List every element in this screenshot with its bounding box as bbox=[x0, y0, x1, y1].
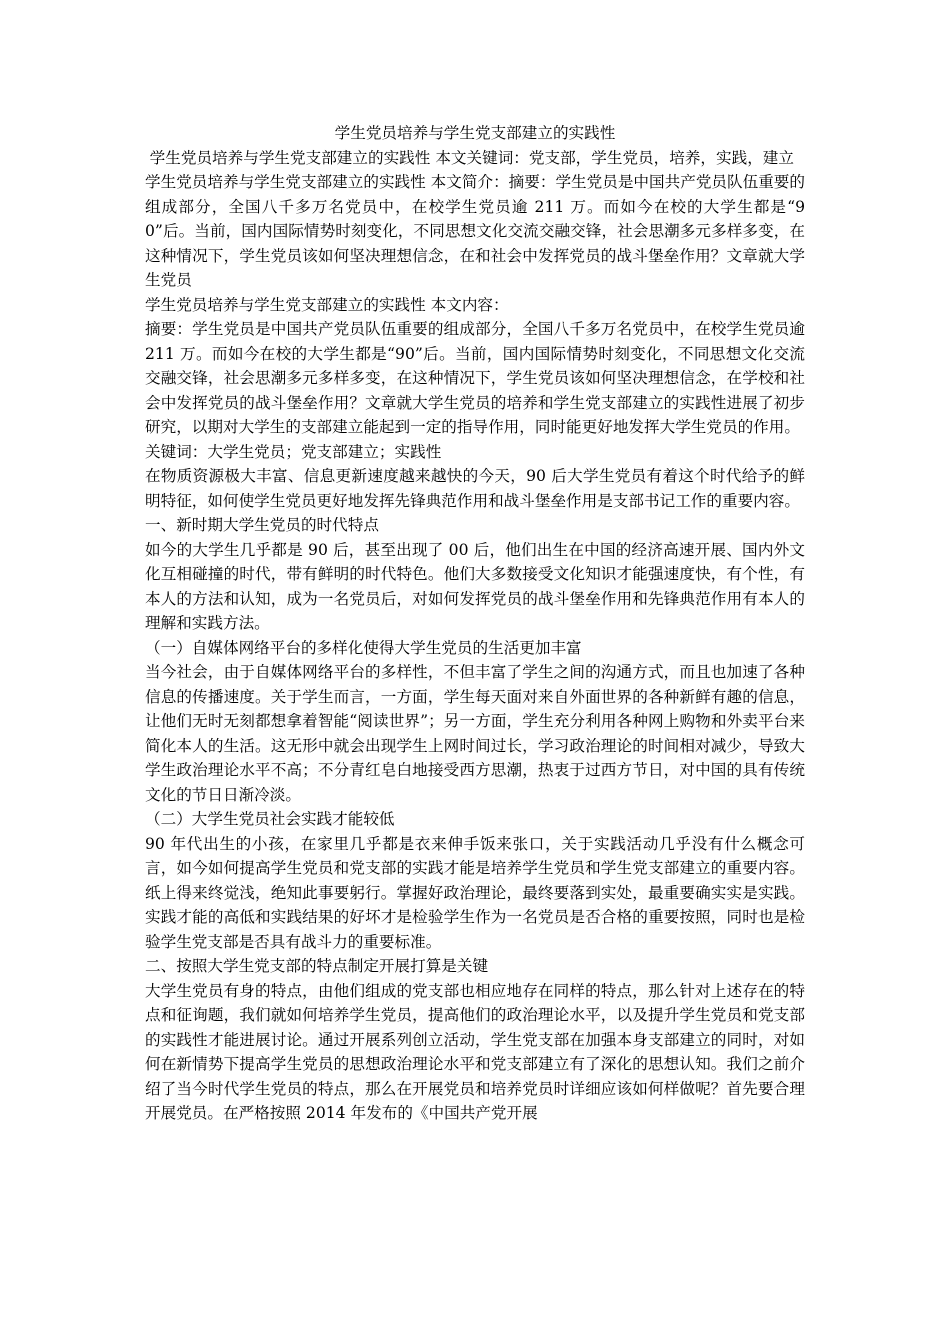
abstract-paragraph: 摘要：学生党员是中国共产党员队伍重要的组成部分，全国八千多万名党员中，在校学生党员逾 211 万。而如今在校的大学生都是“90”后。当前，国内国际情势时刻变化，不同思想文化交流交融交锋，社会思潮多元多样多变，在这种情况下，学生党员该如何坚决理想信念，在学校和社会中发挥党员的战斗堡垒作用？文章就大学生党员的培养和学生党支部建立的实践性进展了初步研究，以期对大学生的支部建立能起到一定的指导作用，同时能更好地发挥大学生党员的作用。 bbox=[145, 320, 805, 436]
section-heading-2: 二、按照大学生党支部的特点制定开展打算是关键 bbox=[145, 957, 489, 975]
section-1-paragraph: 如今的大学生几乎都是 90 后，甚至出现了 00 后，他们出生在中国的经济高速开展、国内外文化互相碰撞的时代，带有鲜明的时代特色。他们大多数接受文化知识才能强速度快，有个性，有本人的方法和认知，成为一名党员后，对如何发挥党员的战斗堡垒作用和先锋典范作用有本人的理解和实践方法。 bbox=[145, 540, 805, 632]
section-heading-1: 一、新时期大学生党员的时代特点 bbox=[145, 516, 379, 534]
subsection-heading-2: （二）大学生党员社会实践才能较低 bbox=[145, 810, 395, 828]
summary-paragraph: 学生党员培养与学生党支部建立的实践性 本文简介：摘要：学生党员是中国共产党员队伍重要的组成部分，全国八千多万名党员中，在校学生党员逾 211 万。而如今在校的大学生都是“90”后。当前，国内国际情势时刻变化，不同思想文化交流交融交锋，社会思潮多元多样多变，在这种情况下，学生党员该如何坚决理想信念，在和社会中发挥党员的战斗堡垒作用？文章就大学生党员 bbox=[145, 173, 805, 289]
subsection-heading-1: （一）自媒体网络平台的多样化使得大学生党员的生活更加丰富 bbox=[145, 638, 582, 657]
keywords-paragraph: 学生党员培养与学生党支部建立的实践性 本文关键词：党支部，学生党员，培养，实践，建立 bbox=[149, 148, 794, 167]
content-heading: 学生党员培养与学生党支部建立的实践性 本文内容： bbox=[145, 295, 509, 314]
subsection-2-paragraph: 90 年代出生的小孩，在家里几乎都是衣来伸手饭来张口，关于实践活动几乎没有什么概念可言，如今如何提高学生党员和党支部的实践才能是培养学生党员和学生党支部建立的重要内容。纸上得来终觉浅，绝知此事要躬行。掌握好政治理论，最终要落到实处，最重要确实实是实践。实践才能的高低和实践结果的好坏才是检验学生作为一名党员是否合格的重要按照，同时也是检验学生党支部是否具有战斗力的重要标准。 bbox=[145, 834, 805, 951]
keywords-line: 关键词：大学生党员；党支部建立；实践性 bbox=[145, 442, 442, 461]
document-body bbox=[145, 121, 805, 1126]
section-2-paragraph: 大学生党员有身的特点，由他们组成的党支部也相应地存在同样的特点，那么针对上述存在的特点和征询题，我们就如何培养学生党员，提高他们的政治理论水平，以及提升学生党员和党支部的实践性才能进展讨论。通过开展系列创立活动，学生党支部在加强本身支部建立的同时，对如何在新情势下提高学生党员的思想政治理论水平和党支部建立有了深化的思想认知。我们之前介绍了当今时代学生党员的特点，那么在开展党员和培养党员时详细应该如何样做呢？首先要合理开展党员。在严格按照 2014 年发布的《中国共产党开展 bbox=[145, 981, 805, 1122]
subsection-1-paragraph: 当今社会，由于自媒体网络平台的多样性，不但丰富了学生之间的沟通方式，而且也加速了各种信息的传播速度。关于学生而言，一方面，学生每天面对来自外面世界的各种新鲜有趣的信息，让他们无时无刻都想拿着智能“阅读世界”；另一方面，学生充分利用各种网上购物和外卖平台来简化本人的生活。这无形中就会出现学生上网时间过长，学习政治理论的时间相对减少，导致大学生政治理论水平不高；不分青红皂白地接受西方思潮，热衷于过西方节日，对中国的具有传统文化的节日日渐冷淡。 bbox=[145, 663, 805, 804]
document-title: 学生党员培养与学生党支部建立的实践性 bbox=[334, 124, 616, 142]
intro-paragraph: 在物质资源极大丰富、信息更新速度越来越快的今天，90 后大学生党员有着这个时代给予的鲜明特征，如何使学生党员更好地发挥先锋典范作用和战斗堡垒作用是支部书记工作的重要内容。 bbox=[145, 467, 805, 510]
